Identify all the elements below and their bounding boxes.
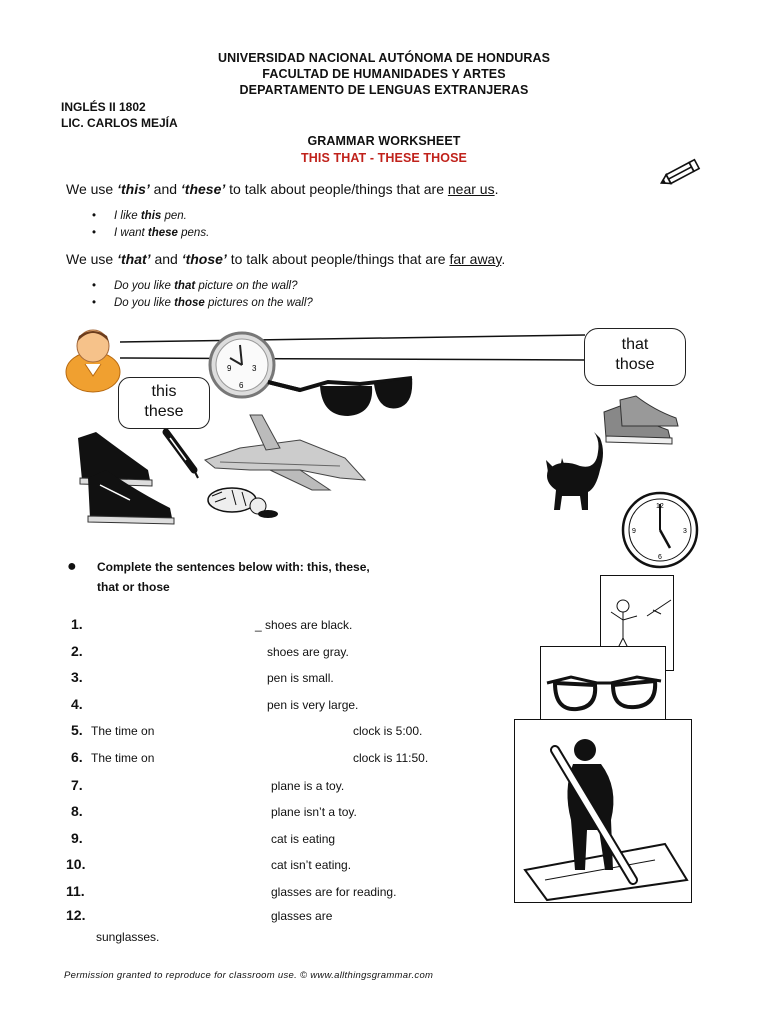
question-number: 7. [71,777,83,793]
question-number: 10. [66,856,86,872]
question-text: pen is very large. [267,698,359,712]
glasses-icon [541,647,665,723]
near-speech-bubble: this these [118,377,210,429]
wall-clock-icon [210,333,274,397]
question-continuation: sunglasses. [96,930,160,944]
instruction-line-2: that or those [97,580,170,594]
far-example-1: • Do you like that picture on the wall? [92,280,298,292]
svg-text:9: 9 [227,364,232,373]
instruction-line-1: Complete the sentences below with: this, these, [97,560,370,574]
question-number: 2. [71,643,83,659]
teacher-name: LIC. CARLOS MEJÍA [61,116,178,130]
far-rule: We use ‘that’ and ‘those’ to talk about people/things that are far away. [66,251,506,267]
cat-icon [546,432,603,510]
far-example-2: • Do you like those pictures on the wall? [92,297,313,309]
question-text: clock is 11:50. [353,751,429,765]
pen-icon [166,432,198,478]
wall-picture-large [514,719,692,903]
worksheet-subtitle: THIS THAT - THESE THOSE [301,151,467,165]
svg-text:12: 12 [656,503,664,510]
sunglasses-icon [268,378,412,416]
question-number: 5. [71,722,83,738]
near-example-2: • I want these pens. [92,227,210,239]
question-text: cat is eating [271,832,336,846]
course-code: INGLÉS II 1802 [61,100,146,114]
wall-clock-icon [620,490,700,570]
question-text: clock is 5:00. [353,724,423,738]
instruction-bullet: ● [67,558,77,575]
far-speech-bubble: that those [584,328,686,386]
cat-icon [208,488,278,518]
person-icon [66,330,120,392]
question-text: plane is a toy. [271,779,345,793]
pencil-icon [655,155,705,191]
question-text: cat isn’t eating. [271,858,352,872]
question-number: 6. [71,749,83,765]
copyright-footer: Permission granted to reproduce for classroom use. © www.allthingsgrammar.com [64,970,434,981]
question-text: glasses are [271,909,333,923]
sneakers-icon [604,396,678,444]
question-prefix: The time on [91,751,155,765]
department-name: DEPARTAMENTO DE LENGUAS EXTRANJERAS [239,83,529,97]
question-text: pen is small. [267,671,334,685]
question-text: _ shoes are black. [255,618,353,632]
question-number: 8. [71,803,83,819]
question-number: 11. [66,883,85,899]
question-number: 1. [71,616,83,632]
svg-text:3: 3 [683,528,687,535]
near-example-1: • I like this pen. [92,210,187,222]
worksheet-title: GRAMMAR WORKSHEET [307,134,461,148]
question-text: shoes are gray. [267,645,349,659]
question-text: glasses are for reading. [271,885,397,899]
svg-text:6: 6 [658,554,662,561]
near-rule: We use ‘this’ and ‘these’ to talk about people/things that are near us. [66,181,499,197]
svg-text:6: 6 [239,381,244,390]
question-number: 9. [71,830,83,846]
question-number: 3. [71,669,83,685]
university-name: UNIVERSIDAD NACIONAL AUTÓNOMA DE HONDURAS [217,51,551,65]
jet-icon [205,415,365,490]
svg-text:3: 3 [252,364,257,373]
sneakers-icon [78,432,174,524]
faculty-name: FACULTAD DE HUMANIDADES Y ARTES [262,67,506,81]
question-number: 4. [71,696,83,712]
svg-text:9: 9 [632,528,636,535]
question-number: 12. [66,907,86,923]
wall-picture-medium [540,646,666,724]
question-text: plane isn’t a toy. [271,805,357,819]
question-prefix: The time on [91,724,155,738]
